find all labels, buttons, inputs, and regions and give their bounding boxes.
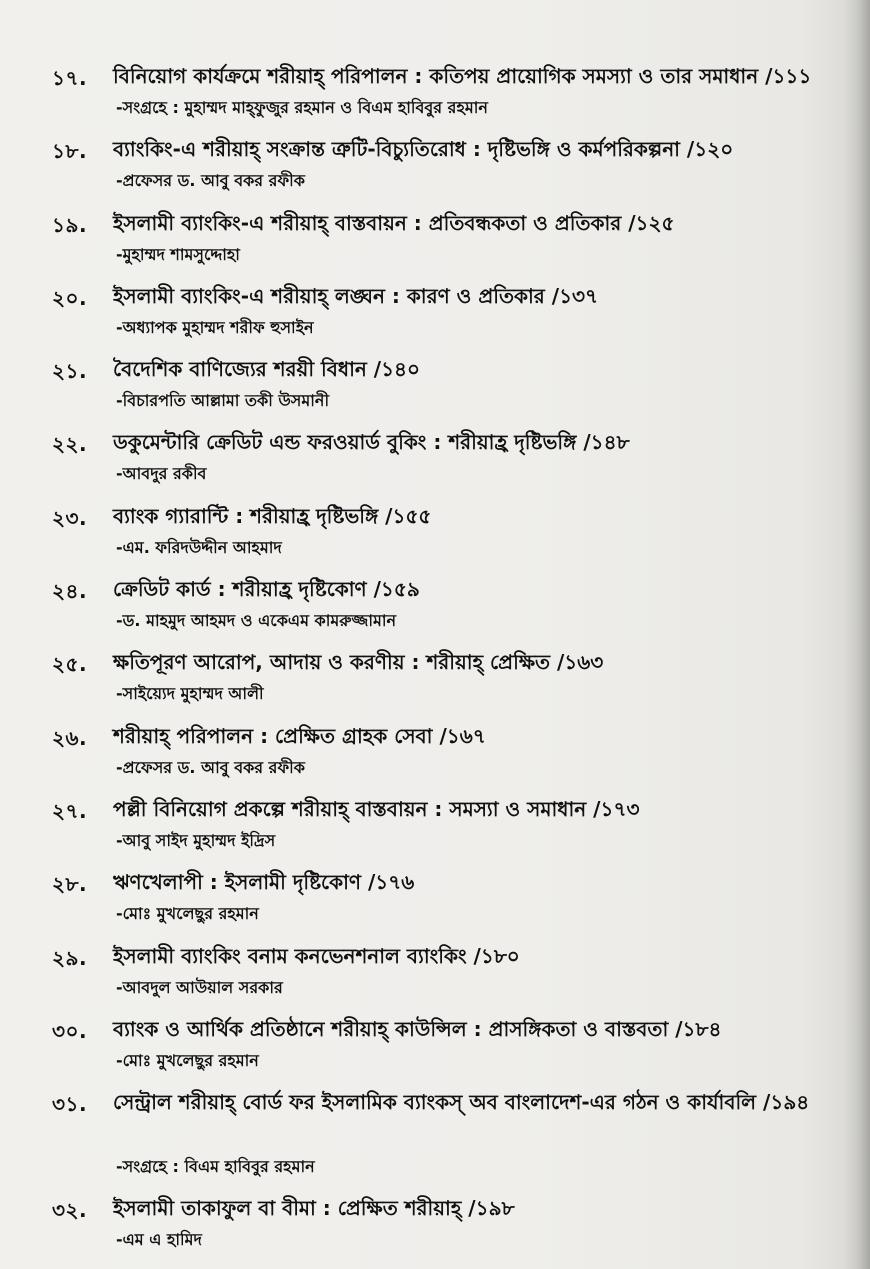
entry-title: ইসলামী ব্যাংকিং-এ শরীয়াহ্ বাস্তবায়ন : প্রতিবন্ধকতা ও প্রতিকার /১২৫ [113,210,675,235]
entry-number: ৩১. [52,1092,88,1117]
entry-number: ৩২. [52,1198,88,1223]
entry-author: -এম. ফরিদউদ্দীন আহমাদ [116,537,282,557]
entry-number: ২১. [52,359,88,384]
entry-author: -সংগ্রহে : মুহাম্মদ মাহ্ফুজুর রহমান ও বিএম হাবিবুর রহমান [116,98,488,117]
entry-number: ৩০. [52,1018,88,1043]
entry-author: -বিচারপতি আল্লামা তকী উসমানী [116,391,330,411]
entry-number: ২২. [52,432,88,457]
entry-title: ইসলামী ব্যাংকিং বনাম কনভেনশনাল ব্যাংকিং /১৮০ [113,943,520,968]
entry-title: ক্রেডিট কার্ড : শরীয়াহ্র দৃষ্টিকোণ /১৫৯ [113,577,420,602]
entry-author: -প্রফেসর ড. আবু বকর রফীক [116,757,305,777]
entry-author: -মোঃ মুখলেছুর রহমান [116,904,259,924]
entry-author: -প্রফেসর ড. আবু বকর রফীক [116,171,305,191]
entry-title: ব্যাংক গ্যারান্টি : শরীয়াহ্র দৃষ্টিভঙ্গি /১৫৫ [113,503,432,528]
entry-title: ইসলামী তাকাফুল বা বীমা : প্রেক্ষিত শরীয়াহ্ /১৯৮ [113,1196,515,1221]
entry-title: ঋণখেলাপী : ইসলামী দৃষ্টিকোণ /১৭৬ [113,870,415,895]
entry-title: ব্যাংক ও আর্থিক প্রতিষ্ঠানে শরীয়াহ্ কাউন্সিল : প্রাসঙ্গিকতা ও বাস্তবতা /১৮৪ [113,1016,722,1041]
entry-author: -সংগ্রহে : বিএম হাবিবুর রহমান [116,1157,315,1177]
toc-entry-18 [52,133,852,206]
entry-number: ২০. [52,285,88,310]
entry-number: ১৭. [52,66,88,90]
entry-number: ২৭. [52,798,88,823]
toc-entry-26 [52,720,852,793]
toc-entry-30 [52,1013,852,1086]
toc-entry-20 [52,280,852,353]
entry-number: ২৫. [52,652,88,677]
toc-entry-29 [52,940,852,1013]
toc-entry-19 [52,207,852,280]
toc-entry-25 [52,646,852,719]
entry-author: -মুহাম্মদ শামসুদ্দোহা [116,244,240,264]
toc-entry-22 [52,426,852,499]
entry-number: ২৬. [52,725,88,750]
toc-entry-27 [52,793,852,866]
entry-author: -ড. মাহমুদ আহমদ ও একেএম কামরুজ্জামান [116,611,397,631]
table-of-contents [52,60,852,1265]
toc-entry-32 [52,1192,852,1265]
entry-title: সেন্ট্রাল শরীয়াহ্ বোর্ড ফর ইসলামিক ব্যাংকস্ অব বাংলাদেশ-এর গঠন ও কার্যাবলি /১৯৪ [113,1090,810,1115]
entry-title: ব্যাংকিং-এ শরীয়াহ্ সংক্রান্ত ত্রুটি-বিচ্যুতিরোধ : দৃষ্টিভঙ্গি ও কর্মপরিকল্পনা /১২০ [113,137,734,162]
entry-author: -এম এ হামিদ [116,1230,202,1250]
entry-number: ১৯. [52,212,88,237]
toc-entry-24 [52,573,852,646]
entry-title: বিনিয়োগ কার্যক্রমে শরীয়াহ্ পরিপালন : কতিপয় প্রায়োগিক সমস্যা ও তার সমাধান /১১১ [113,64,812,88]
toc-entry-23 [52,500,852,573]
entry-author: -আবদুর রকীব [116,464,207,484]
entry-author: -মোঃ মুখলেছুর রহমান [116,1050,259,1070]
entry-number: ১৮. [52,139,88,164]
entry-title: ডকুমেন্টারি ক্রেডিট এন্ড ফরওয়ার্ড বুকিং : শরীয়াহ্র দৃষ্টিভঙ্গি /১৪৮ [113,430,630,455]
entry-author: -অধ্যাপক মুহাম্মদ শরীফ হুসাইন [116,317,314,337]
entry-number: ২৩. [52,505,88,530]
toc-entry-17 [52,60,852,133]
entry-title: পল্লী বিনিয়োগ প্রকল্পে শরীয়াহ্ বাস্তবায়ন : সমস্যা ও সমাধান /১৭৩ [113,796,640,821]
entry-number: ২৯. [52,945,88,970]
entry-title: বৈদেশিক বাণিজ্যের শরয়ী বিধান /১৪০ [113,357,421,382]
entry-number: ২৮. [52,872,88,897]
entry-author: -আবু সাইদ মুহাম্মদ ইদ্রিস [116,830,276,850]
entry-title: শরীয়াহ্ পরিপালন : প্রেক্ষিত গ্রাহক সেবা /১৬৭ [113,723,486,748]
entry-author: -আবদুল আউয়াল সরকার [116,977,283,997]
entry-title: ক্ষতিপূরণ আরোপ, আদায় ও করণীয় : শরীয়াহ্ প্রেক্ষিত /১৬৩ [113,650,604,675]
toc-entry-31 [52,1086,852,1192]
toc-entry-21 [52,353,852,426]
toc-entry-28 [52,866,852,939]
entry-title: ইসলামী ব্যাংকিং-এ শরীয়াহ্ লঙ্ঘন : কারণ ও প্রতিকার /১৩৭ [113,283,599,308]
entry-number: ২৪. [52,579,88,604]
entry-author: -সাইয়্যেদ মুহাম্মদ আলী [116,684,264,704]
